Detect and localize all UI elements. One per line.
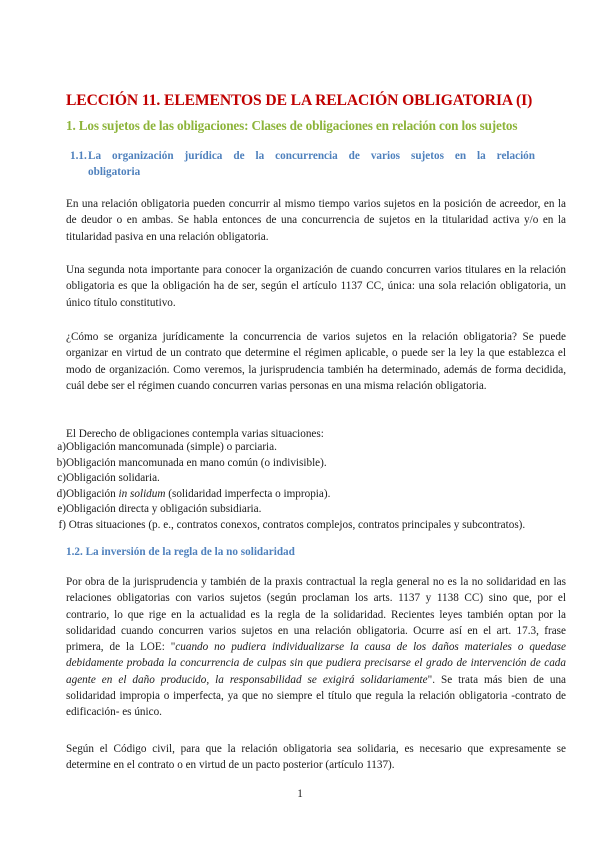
paragraph-situations-intro: El Derecho de obligaciones contempla varias situaciones: xyxy=(66,428,324,440)
page-number: 1 xyxy=(297,788,303,800)
paragraph-civil-code: Según el Código civil, para que la relación obligatoria sea solidaria, es necesario que expresamente se determine en el contrato o en virtud de un pacto posterior (artículo 1137). xyxy=(66,743,566,772)
obligation-types-list xyxy=(56,440,586,534)
list-item: d)Obligación in solidum (solidaridad imperfecta o impropia). xyxy=(56,487,331,500)
subsection-heading-1-1 xyxy=(70,148,535,180)
list-item: a)Obligación mancomunada (simple) o parciaria. xyxy=(57,441,277,453)
paragraph-concurrence: En una relación obligatoria pueden concurrir al mismo tiempo varios sujetos en la posición de acreedor, en la de deudor o en ambas. Se habla entonces de una concurrencia de sujetos en la titularidad activa y/o en la titularidad pasiva en una relación obligatoria. xyxy=(66,198,566,243)
list-item: f) Otras situaciones (p. e., contratos conexos, contratos complejos, contratos principales y subcontratos). xyxy=(58,518,526,531)
lesson-title: LECCIÓN 11. ELEMENTOS DE LA RELACIÓN OBLIGATORIA (I) xyxy=(66,92,533,109)
subsection-heading-1-2: 1.2. La inversión de la regla de la no solidaridad xyxy=(66,546,295,558)
list-item: e)Obligación directa y obligación subsidiaria. xyxy=(57,503,262,516)
list-item: c)Obligación solidaria. xyxy=(57,472,160,485)
loe-quote: cuando no pudiera individualizarse la causa de los daños materiales o quedase debidamente probada la concurrencia de culpas sin que pudiera precisarse el grado de intervención de cada agente en el daño producido, la responsabilidad se exigirá solidariamente xyxy=(66,641,566,686)
paragraph-solidarity-rule: Por obra de la jurisprudencia y también de la praxis contractual la regla general no es la no solidaridad en las relaciones obligatorias con varios sujetos (según proclaman los arts. 1137 y 1138 CC) sino que, por el contrario, lo que rige en la actualidad es la regla de la solidaridad. Recientes leyes también optan por la solidaridad cuando concurren varios sujetos en una relación obligatoria. Ocurre así en el art. 17.3, frase primera, de la LOE: "cuando no pudiera individualizarse la causa de los daños materiales o quedase debidamente probada la concurrencia de culpas sin que pudiera precisarse el grado de intervención de cada agente en el daño producido, la responsabilidad se exigirá solidariamente". Se trata más bien de una solidaridad impropia o imperfecta, ya que no siempre el título que regula la relación obligatoria -contrato de edificación- es único. xyxy=(66,576,567,719)
paragraph-single-obligation: Una segunda nota importante para conocer la organización de cuando concurren varios titulares en la relación obligatoria es que la obligación ha de ser, según el artículo 1137 CC, única: una sola relación obligatoria, un único título constitutivo. xyxy=(66,264,566,309)
subsection-number: 1.1. xyxy=(70,150,87,162)
list-item: b)Obligación mancomunada en mano común (o indivisible). xyxy=(56,456,327,469)
paragraph-organization: ¿Cómo se organiza jurídicamente la concurrencia de varios sujetos en la relación obligatoria? Se puede organizar en virtud de un contrato que determine el régimen aplicable, o puede ser la ley la que establezca el modo de organización. Como veremos, la jurisprudencia también ha determinado, además de forma decidida, cuál debe ser el régimen cuando concurren varias personas en una misma relación obligatoria. xyxy=(66,331,566,392)
subsection-title-line-2: obligatoria xyxy=(88,166,141,178)
section-heading: 1. Los sujetos de las obligaciones: Clases de obligaciones en relación con los sujetos xyxy=(66,118,518,133)
subsection-title-line-1: La organización jurídica de la concurrencia de varios sujetos en la relación xyxy=(88,150,535,162)
